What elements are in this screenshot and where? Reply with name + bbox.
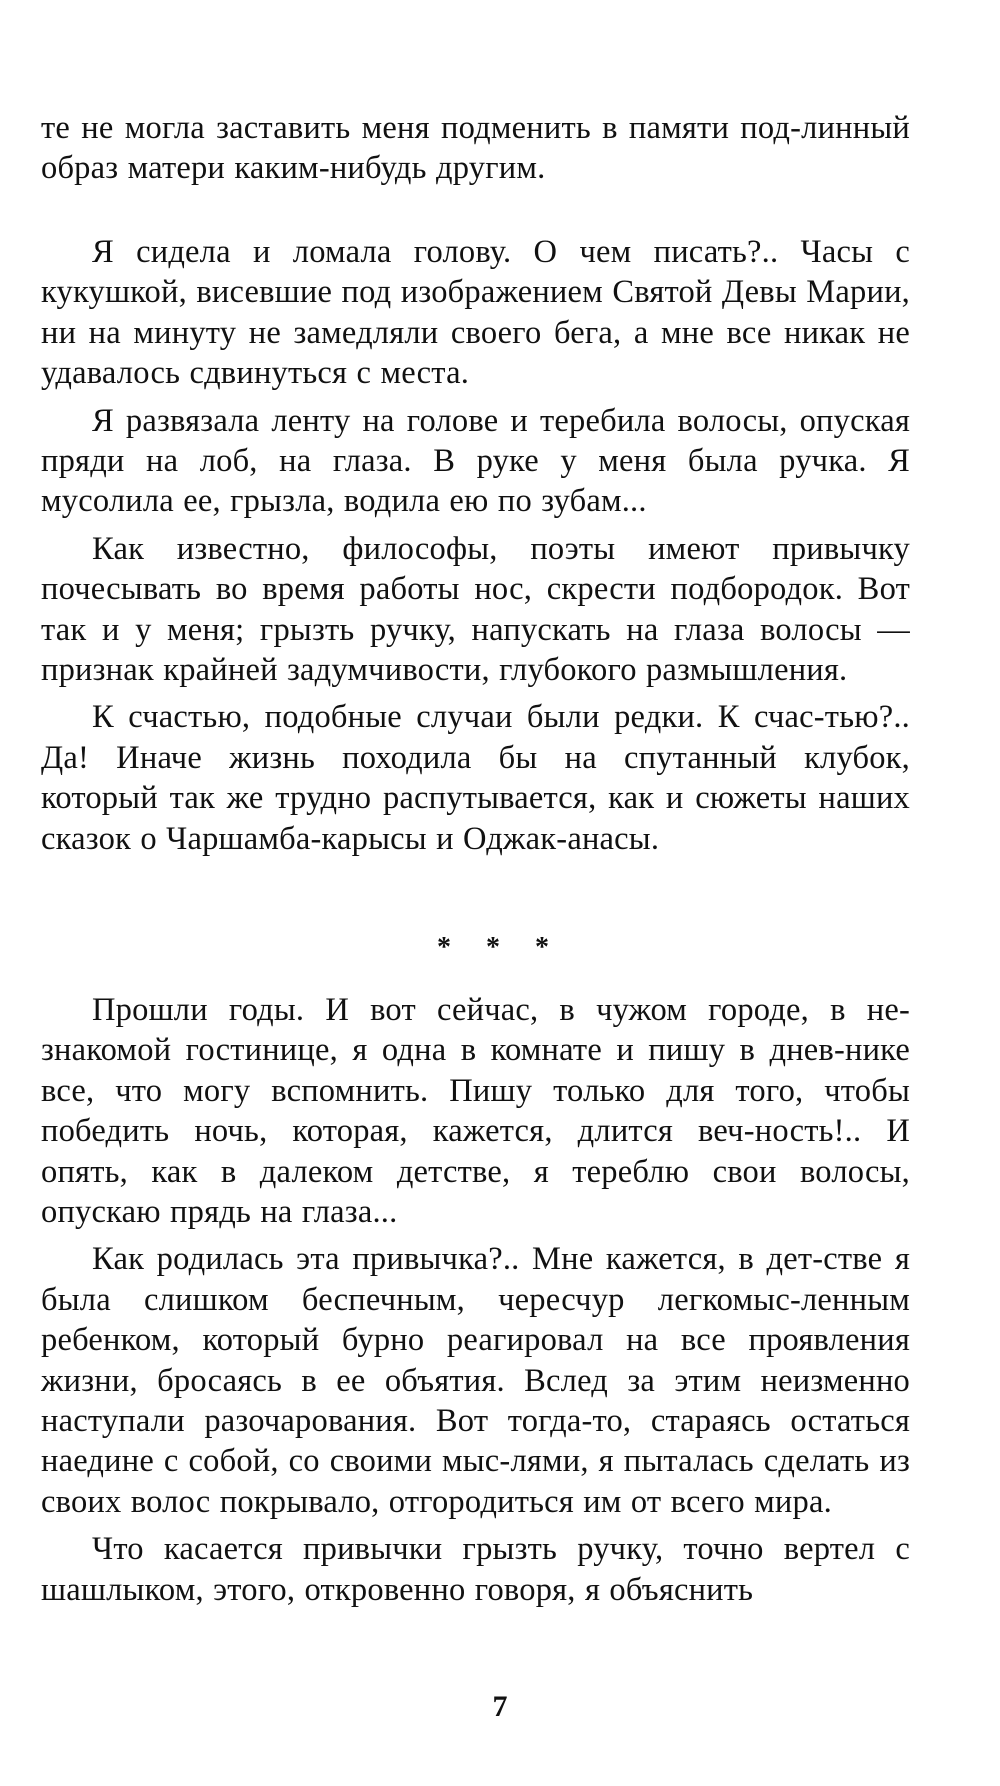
paragraph-1: Я сидела и ломала голову. О чем писать?.. Часы с кукушкой, висевшие под изображением Святой Девы Марии, ни на минуту не замедляли своего бега, а мне все никак не удавалось сдвинуться с места. <box>41 234 910 392</box>
paragraph-5: Прошли годы. И вот сейчас, в чужом городе, в не-знакомой гостинице, я одна в комнате и пишу в днев-нике все, что могу вспомнить. Пишу только для того, чтобы победить ночь, которая, кажется, длится веч-ность!.. И опять, как в далеком детстве, я тереблю свои волосы, опускаю прядь на глаза... <box>41 992 910 1231</box>
paragraph-4: К счастью, подобные случаи были редки. К счас-тью?.. Да! Иначе жизнь походила бы на спутанный клубок, который так же трудно распутывается, как и сюжеты наших сказок о Чаршамба-карысы и Оджак-анасы. <box>41 699 910 857</box>
section-two-text-block <box>41 990 910 1617</box>
section-one-text-block <box>41 232 910 866</box>
paragraph-2: Я развязала ленту на голове и теребила волосы, опуская пряди на лоб, на глаза. В руке у меня была ручка. Я мусолила ее, грызла, водила ею по зубам... <box>41 402 910 520</box>
paragraph-3: Как известно, философы, поэты имеют привычку почесывать во время работы нос, скрести подбородок. Вот так и у меня; грызть ручку, напускать на глаза волосы — признак крайней задумчивости, глубокого размышления. <box>41 530 910 689</box>
section-separator: * * * <box>437 932 563 963</box>
paragraph-6: Как родилась эта привычка?.. Мне кажется, в дет-стве я была слишком беспечным, чересчур легкомыс-ленным ребенком, который бурно реагировал на все проявления жизни, бросаясь в ее объятия. Вслед за этим неизменно наступали разочарования. Вот тогда-то, стараясь остаться наедине с собой, со своими мыс-лями, я пыталась сделать из своих волос покрывало, отгородиться им от всего мира. <box>41 1241 910 1520</box>
paragraph-7: Что касается привычки грызть ручку, точно вертел с шашлыком, этого, откровенно говоря, я объяснить <box>41 1531 910 1608</box>
page-number: 7 <box>492 1690 508 1723</box>
opening-text-block <box>41 108 910 196</box>
opening-paragraph: те не могла заставить меня подменить в памяти под-линный образ матери каким-нибудь другим. <box>41 110 910 187</box>
